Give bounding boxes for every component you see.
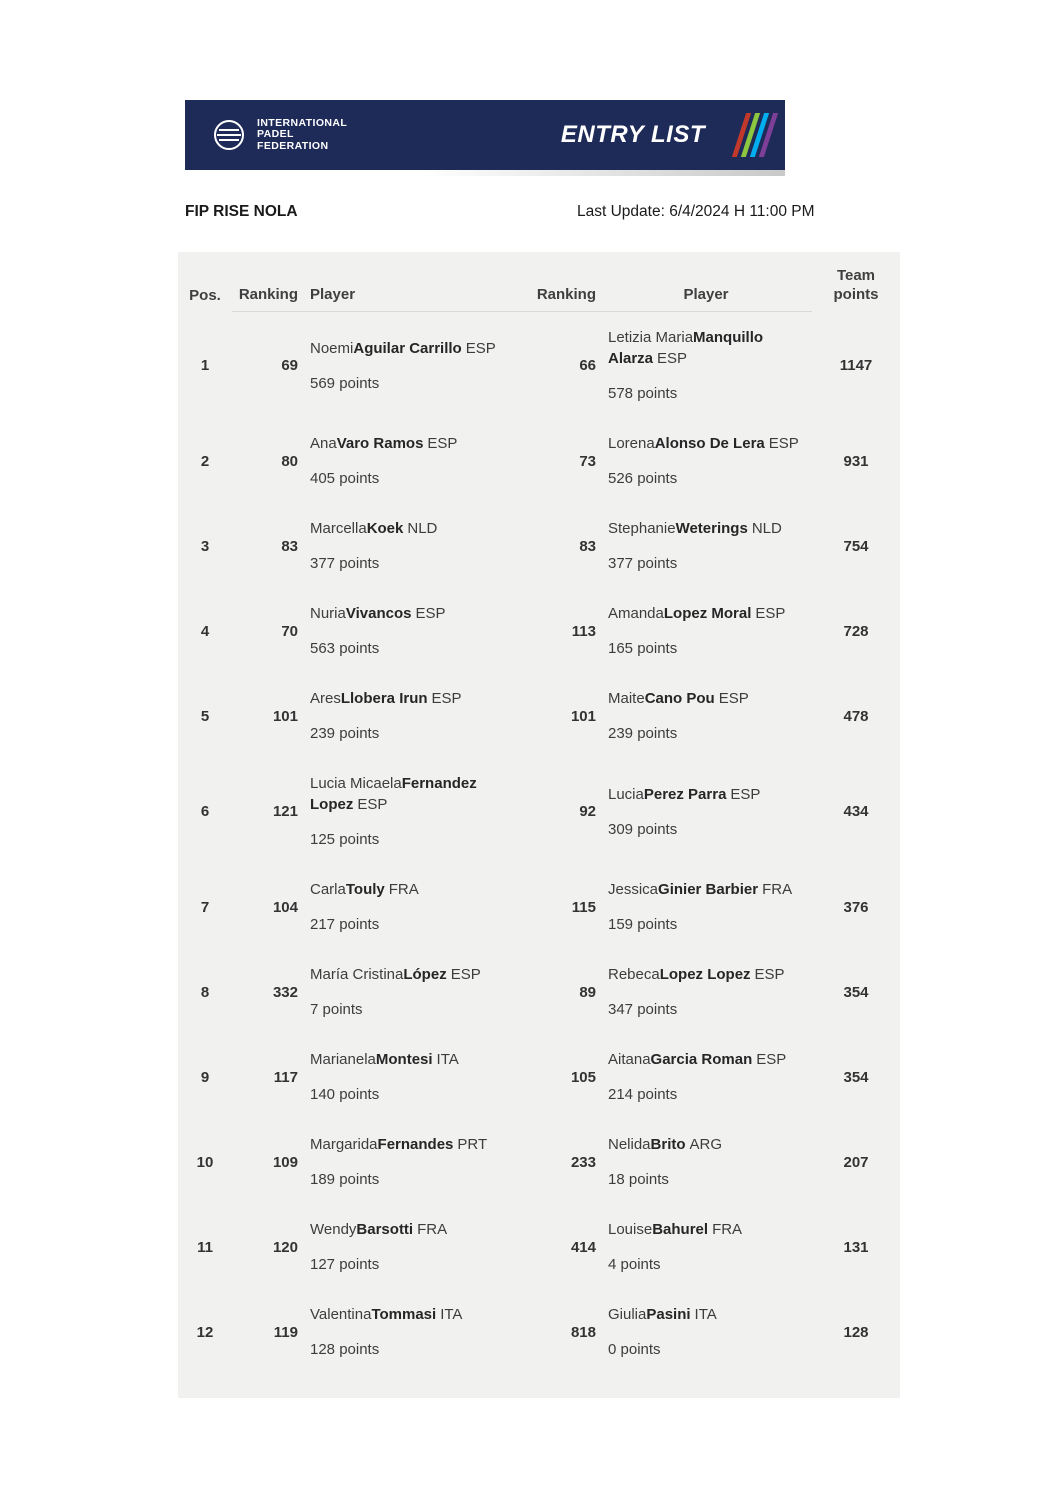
player2-country: ESP — [755, 605, 786, 622]
entry-table — [178, 252, 900, 1398]
player1-points: 127 points — [310, 1256, 380, 1273]
federation-globe-icon — [211, 117, 247, 153]
player1-first: Valentina — [310, 1306, 372, 1323]
player2-first: Lucia — [608, 785, 644, 803]
entry-table-header — [178, 252, 900, 312]
player1-name — [310, 518, 522, 539]
player2-last: Ginier Barbier — [658, 881, 759, 898]
player1-country: FRA — [417, 1221, 448, 1238]
player1-points: 239 points — [310, 725, 380, 742]
player2-name — [608, 433, 806, 454]
player1-first: Margarida — [310, 1136, 378, 1153]
team-points-cell: 754 — [843, 537, 869, 555]
player1-first: Wendy — [310, 1221, 357, 1238]
player2-name — [608, 603, 806, 624]
entry-table-body — [178, 312, 900, 1374]
ranking2-cell: 66 — [579, 357, 596, 374]
player1-last: Aguilar Carrillo — [353, 339, 462, 357]
ranking2-cell: 92 — [579, 803, 596, 820]
player1-points: 563 points — [310, 640, 380, 657]
pos-cell: 2 — [200, 452, 210, 470]
player2-cell — [600, 964, 812, 1020]
player2-first: Jessica — [608, 881, 659, 898]
ranking2-cell: 83 — [579, 537, 596, 555]
ranking2-cell: 414 — [570, 1238, 596, 1256]
player1-last: Vivancos — [345, 605, 412, 622]
ranking1-cell: 80 — [281, 452, 298, 470]
header-team-points: Team points — [833, 267, 879, 303]
player1-first: Lucia Micaela — [310, 775, 402, 792]
player1-name — [310, 433, 522, 454]
player2-country: ESP — [718, 690, 749, 707]
player1-country: ESP — [450, 966, 481, 983]
player1-last: Llobera Irun — [340, 690, 428, 707]
pos-cell: 4 — [200, 622, 210, 640]
team-points-cell: 478 — [843, 707, 869, 725]
pos-cell: 7 — [200, 898, 210, 916]
ranking2-cell: 101 — [570, 707, 596, 725]
header-banner — [185, 100, 785, 170]
player2-name — [608, 518, 806, 539]
player1-last: Koek — [366, 520, 404, 537]
table-row — [178, 1119, 900, 1204]
player2-last: Garcia Roman — [650, 1051, 753, 1068]
player1-country: PRT — [457, 1136, 488, 1153]
player1-country: ESP — [465, 339, 496, 357]
federation-logo-text — [257, 118, 347, 153]
player2-name — [608, 1049, 806, 1070]
player2-points: 4 points — [608, 1256, 661, 1273]
player1-country: ITA — [440, 1306, 463, 1323]
team-points-cell: 131 — [843, 1238, 869, 1256]
player1-last: Touly — [345, 881, 385, 898]
player2-last: Weterings — [675, 520, 748, 537]
player2-points: 309 points — [608, 820, 678, 838]
player1-points: 405 points — [310, 470, 380, 487]
player2-points: 214 points — [608, 1086, 678, 1103]
ranking1-cell: 119 — [273, 1323, 298, 1341]
player1-cell — [302, 433, 528, 489]
player2-country: ESP — [768, 435, 799, 452]
player2-name — [608, 1134, 806, 1155]
pos-cell: 12 — [196, 1323, 214, 1341]
player2-cell — [600, 327, 812, 404]
player1-points: 189 points — [310, 1171, 380, 1188]
player2-points: 347 points — [608, 1001, 678, 1018]
player1-country: ESP — [427, 435, 458, 452]
player2-last: Cano Pou — [644, 690, 715, 707]
player2-country: ARG — [689, 1136, 723, 1153]
logo-text-line: FEDERATION — [257, 139, 329, 152]
ranking1-cell: 109 — [272, 1153, 298, 1171]
document-title: FIP RISE NOLA — [185, 203, 298, 220]
player2-cell — [600, 433, 812, 489]
ranking2-cell: 818 — [570, 1323, 596, 1341]
player2-last: Brito — [650, 1136, 686, 1153]
player2-points: 526 points — [608, 470, 678, 487]
player1-name — [310, 1134, 522, 1155]
player1-name — [310, 1304, 522, 1325]
player2-first: Lorena — [608, 435, 655, 452]
player2-country: ESP — [754, 966, 785, 983]
player2-last: Bahurel — [652, 1221, 709, 1238]
player1-cell — [302, 688, 528, 744]
player1-points: 569 points — [310, 374, 380, 392]
player2-country: ESP — [730, 785, 761, 803]
player2-last: Pasini — [646, 1306, 691, 1323]
player2-points: 159 points — [608, 916, 678, 933]
player2-first: Maite — [608, 690, 645, 707]
player1-cell — [302, 1219, 528, 1275]
player1-name — [310, 964, 522, 985]
ranking1-cell: 101 — [272, 707, 298, 725]
accent-stripes — [739, 113, 771, 157]
team-points-cell: 434 — [843, 803, 869, 820]
team-points-cell: 931 — [843, 452, 869, 470]
player2-country: ESP — [756, 1051, 787, 1068]
player2-points: 165 points — [608, 640, 678, 657]
player1-last: Fernandes — [377, 1136, 454, 1153]
table-row — [178, 1204, 900, 1289]
player2-points: 18 points — [608, 1171, 669, 1188]
player2-name — [608, 784, 806, 805]
player2-country: ITA — [694, 1306, 717, 1323]
player1-country: ESP — [431, 690, 462, 707]
player2-first: Stephanie — [608, 520, 676, 537]
player1-last: Montesi — [375, 1051, 433, 1068]
player1-country: FRA — [388, 881, 419, 898]
ranking1-cell: 83 — [281, 537, 298, 555]
player1-name — [310, 1219, 522, 1240]
player1-name — [310, 773, 522, 815]
player1-last: Tommasi — [371, 1306, 437, 1323]
player2-name — [608, 1219, 806, 1240]
ranking2-cell: 113 — [571, 622, 596, 640]
table-row — [178, 673, 900, 758]
player2-points: 239 points — [608, 725, 678, 742]
ranking2-cell: 89 — [579, 983, 596, 1001]
player2-points: 578 points — [608, 385, 678, 402]
player1-first: Noemi — [310, 339, 354, 357]
player2-name — [608, 964, 806, 985]
player2-country: FRA — [712, 1221, 743, 1238]
player1-cell — [302, 879, 528, 935]
player2-country: FRA — [762, 881, 793, 898]
player1-first: Ana — [310, 435, 337, 452]
pos-cell: 3 — [200, 537, 210, 555]
player1-points: 217 points — [310, 916, 380, 933]
ranking1-cell: 69 — [281, 357, 298, 374]
table-row — [178, 864, 900, 949]
player2-cell — [600, 879, 812, 935]
player1-first: María Cristina — [310, 966, 404, 983]
player2-cell — [600, 1304, 812, 1360]
team-points-cell: 376 — [843, 898, 869, 916]
table-row — [178, 758, 900, 864]
last-update-text: Last Update: 6/4/2024 H 11:00 PM — [577, 203, 815, 220]
player1-points: 377 points — [310, 555, 380, 572]
player2-last: Manquillo Alarza — [608, 329, 764, 367]
pos-cell: 11 — [197, 1238, 213, 1256]
player1-name — [310, 1049, 522, 1070]
header-player-2: Player — [600, 286, 812, 312]
team-points-cell: 354 — [843, 1068, 869, 1086]
player2-last: Lopez Lopez — [659, 966, 751, 983]
pos-cell: 5 — [200, 707, 210, 725]
player1-cell — [302, 338, 528, 394]
player1-cell — [302, 964, 528, 1020]
player1-first: Marcella — [310, 520, 367, 537]
ranking1-cell: 117 — [273, 1068, 298, 1086]
player1-cell — [302, 1304, 528, 1360]
ranking2-cell: 105 — [570, 1068, 596, 1086]
player1-points: 128 points — [310, 1341, 380, 1358]
table-row — [178, 1034, 900, 1119]
player1-name — [310, 879, 522, 900]
ranking1-cell: 121 — [272, 803, 298, 820]
player2-first: Aitana — [608, 1051, 651, 1068]
player1-points: 7 points — [310, 1001, 363, 1018]
ranking2-cell: 115 — [571, 898, 596, 916]
player2-first: Rebeca — [608, 966, 660, 983]
pos-cell: 9 — [200, 1068, 210, 1086]
team-points-cell: 207 — [843, 1153, 869, 1171]
player2-first: Nelida — [608, 1136, 651, 1153]
player1-first: Carla — [310, 881, 346, 898]
player1-last: Varo Ramos — [336, 435, 424, 452]
player2-name — [608, 879, 806, 900]
player2-cell — [600, 1134, 812, 1190]
table-row — [178, 588, 900, 673]
federation-logo — [211, 117, 347, 153]
header-ranking-2: Ranking — [528, 286, 600, 312]
player2-cell — [600, 518, 812, 574]
player1-last: Barsotti — [356, 1221, 414, 1238]
table-row — [178, 503, 900, 588]
header-ranking-1: Ranking — [232, 286, 302, 312]
player2-country: ESP — [657, 350, 688, 367]
player2-cell — [600, 1219, 812, 1275]
player1-country: ESP — [357, 796, 388, 813]
player1-cell — [302, 1049, 528, 1105]
player2-first: Letizia Maria — [608, 329, 694, 346]
ranking2-cell: 73 — [579, 452, 596, 470]
player2-name — [608, 688, 806, 709]
meta-row — [178, 203, 900, 227]
team-points-cell: 728 — [843, 622, 869, 640]
pos-cell: 1 — [200, 357, 210, 374]
player2-name — [608, 1304, 806, 1325]
player1-first: Ares — [310, 690, 341, 707]
banner-divider — [420, 170, 785, 176]
team-points-cell: 354 — [843, 983, 869, 1001]
player2-cell — [600, 688, 812, 744]
player1-cell — [302, 773, 528, 850]
player1-name — [310, 338, 522, 359]
pos-cell: 6 — [200, 803, 210, 820]
ranking2-cell: 233 — [570, 1153, 596, 1171]
ranking1-cell: 120 — [272, 1238, 298, 1256]
team-points-cell: 128 — [843, 1323, 869, 1341]
player2-last: Perez Parra — [643, 785, 727, 803]
ranking1-cell: 104 — [272, 898, 298, 916]
logo-text-line: PADEL — [257, 128, 294, 141]
player1-name — [310, 603, 522, 624]
player2-points: 0 points — [608, 1341, 661, 1358]
logo-text-line: INTERNATIONAL — [257, 116, 348, 129]
table-row — [178, 1289, 900, 1374]
player1-cell — [302, 603, 528, 659]
player1-points: 140 points — [310, 1086, 380, 1103]
banner-title: ENTRY LIST — [560, 121, 705, 148]
table-row — [178, 418, 900, 503]
player1-country: ITA — [436, 1051, 459, 1068]
team-points-cell: 1147 — [839, 357, 873, 374]
pos-cell: 10 — [196, 1153, 214, 1171]
player2-points: 377 points — [608, 555, 678, 572]
pos-cell: 8 — [200, 983, 210, 1001]
player1-last: Fernandez Lopez — [310, 775, 477, 813]
player2-first: Amanda — [608, 605, 664, 622]
player1-first: Marianela — [310, 1051, 376, 1068]
player2-cell — [600, 1049, 812, 1105]
player2-last: Lopez Moral — [663, 605, 752, 622]
player2-last: Alonso De Lera — [654, 435, 765, 452]
player2-first: Louise — [608, 1221, 653, 1238]
ranking1-cell: 70 — [281, 622, 298, 640]
player2-name — [608, 327, 806, 369]
player1-last: López — [403, 966, 447, 983]
player2-first: Giulia — [608, 1306, 647, 1323]
header-player-1: Player — [302, 286, 528, 312]
header-pos: Pos. — [189, 287, 221, 304]
player1-name — [310, 688, 522, 709]
player1-points: 125 points — [310, 831, 380, 848]
ranking1-cell: 332 — [272, 983, 298, 1001]
player1-country: NLD — [407, 520, 438, 537]
player1-cell — [302, 1134, 528, 1190]
table-row — [178, 312, 900, 418]
player1-cell — [302, 518, 528, 574]
player2-cell — [600, 603, 812, 659]
table-row — [178, 949, 900, 1034]
player2-cell — [600, 784, 812, 840]
player1-first: Nuria — [310, 605, 346, 622]
player1-country: ESP — [415, 605, 446, 622]
player2-country: NLD — [751, 520, 782, 537]
